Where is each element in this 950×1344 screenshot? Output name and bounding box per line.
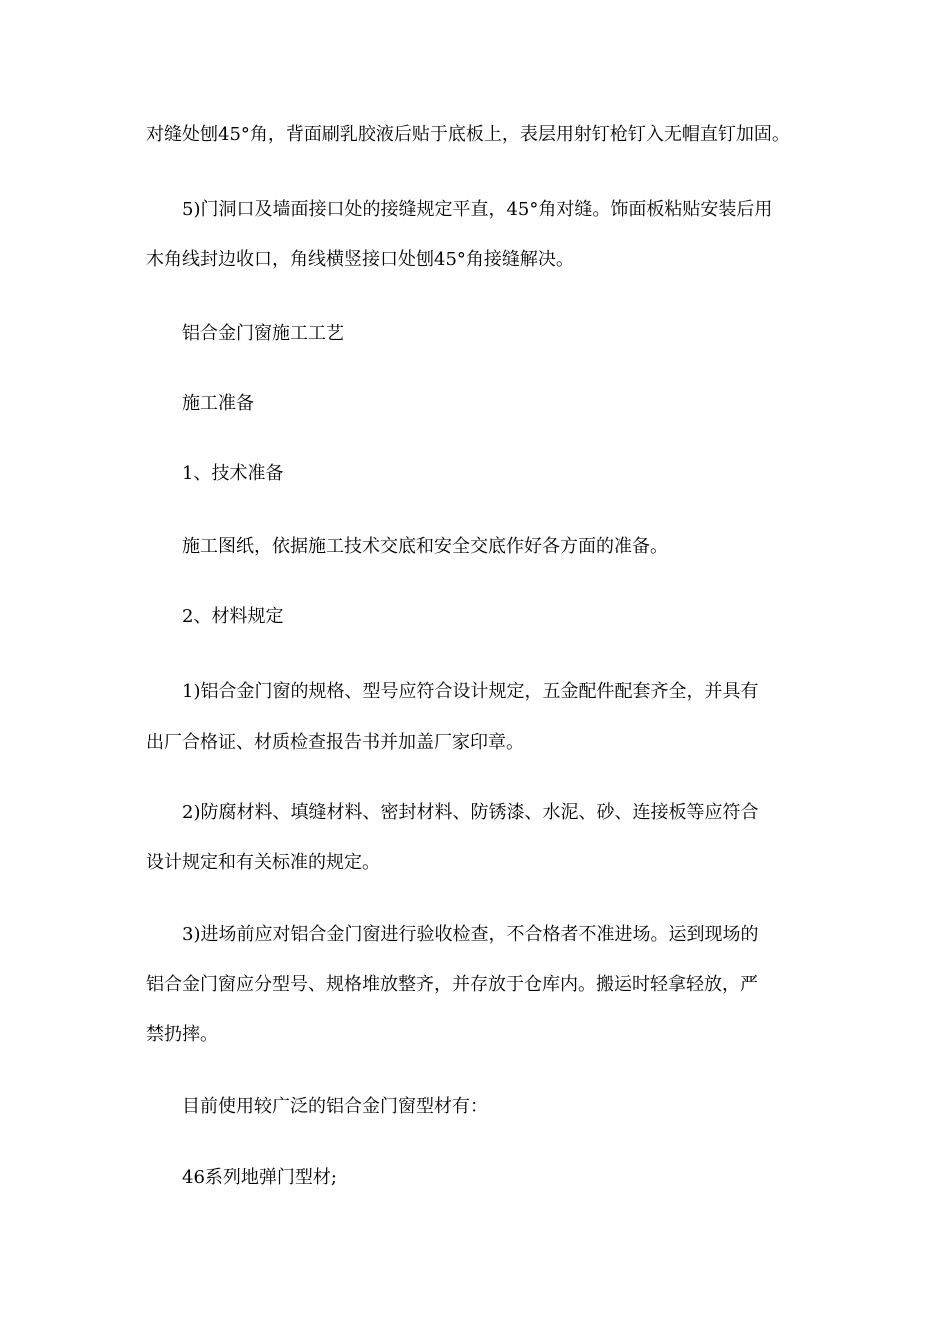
text-line: 5)门洞口及墙面接口处的接缝规定平直，45°角对缝。饰面板粘贴安装后用: [182, 199, 773, 220]
subsection-heading: 1、技术准备: [182, 463, 284, 484]
text-line: 禁扔摔。: [146, 1024, 218, 1045]
text-line: 设计规定和有关标准的规定。: [146, 852, 380, 873]
subsection-heading: 2、材料规定: [182, 606, 284, 627]
text-line: 2)防腐材料、填缝材料、密封材料、防锈漆、水泥、砂、连接板等应符合: [182, 802, 759, 823]
text-line: 1)铝合金门窗的规格、型号应符合设计规定，五金配件配套齐全，并具有: [182, 681, 759, 702]
text-line: 出厂合格证、材质检查报告书并加盖厂家印章。: [146, 732, 524, 753]
text-line: 施工图纸，依据施工技术交底和安全交底作好各方面的准备。: [182, 536, 668, 557]
text-line: 3)进场前应对铝合金门窗进行验收检查，不合格者不准进场。运到现场的: [182, 924, 759, 945]
subsection-heading: 施工准备: [182, 393, 254, 414]
text-line: 目前使用较广泛的铝合金门窗型材有：: [182, 1096, 488, 1117]
section-heading: 铝合金门窗施工工艺: [182, 323, 344, 344]
text-line: 木角线封边收口，角线横竖接口处刨45°角接缝解决。: [146, 249, 574, 270]
text-line: 铝合金门窗应分型号、规格堆放整齐，并存放于仓库内。搬运时轻拿轻放，严: [146, 974, 758, 995]
text-line: 对缝处刨45°角，背面刷乳胶液后贴于底板上，表层用射钉枪钉入无帽直钉加固。: [146, 124, 790, 145]
text-line: 46系列地弹门型材;: [182, 1167, 337, 1188]
